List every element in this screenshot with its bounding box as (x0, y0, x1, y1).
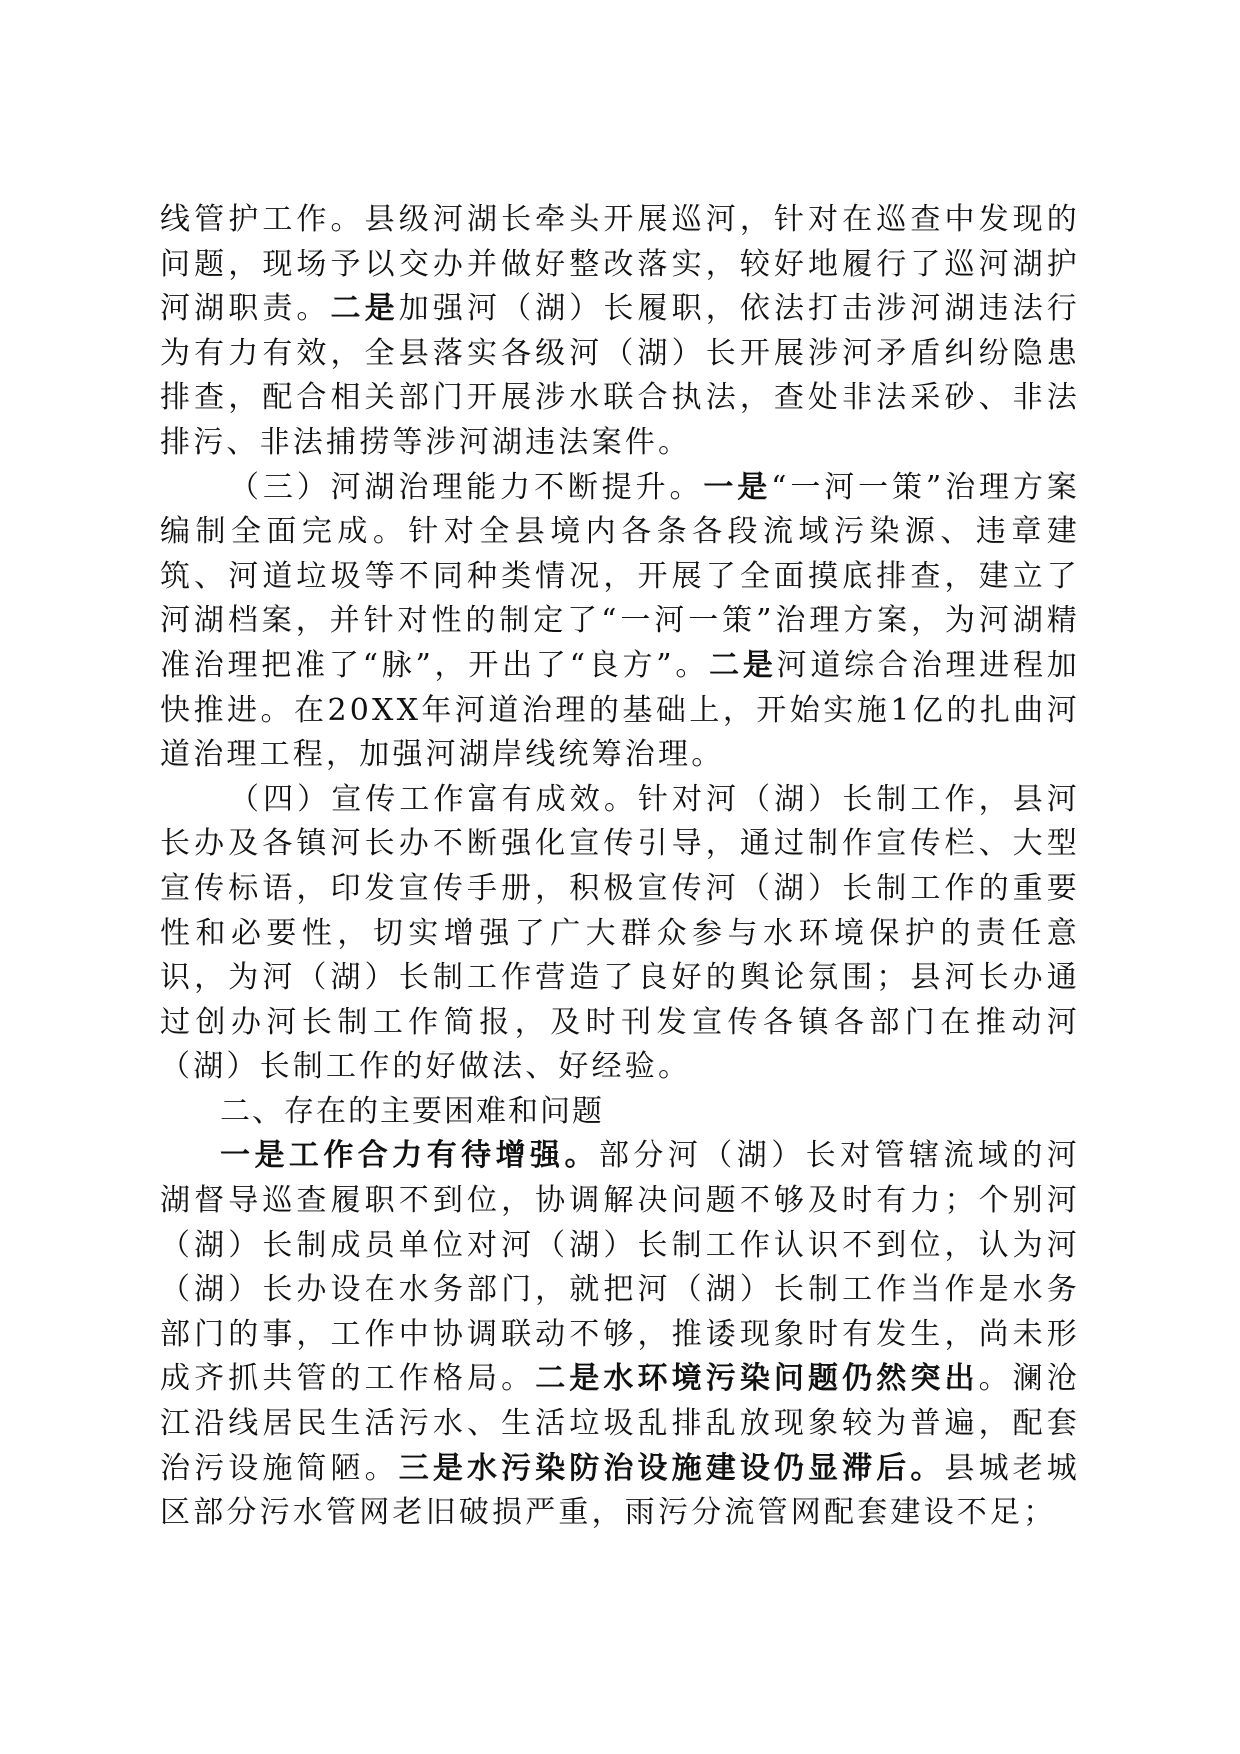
text-run: （四）宣传工作富有成效。针对河（湖）长制工作，县河长办及各镇河长办不断强化宣传引导，通过制作宣传栏、大型宣传标语，印发宣传手册，积极宣传河（湖）长制工作的重要性和必要性，切实增强了广大群众参与水环境保护的责任意识，为河（湖）长制工作营造了良好的舆论氛围；县河长办通过创办河长制工作简报，及时刊发宣传各镇各部门在推动河（湖）长制工作的好做法、好经验。 (160, 781, 1080, 1085)
text-run: 线管护工作。县级河湖长牵头开展巡河，针对在巡查中发现的问题，现场予以交办并做好整改落实，较好地履行了巡河湖护河湖职责。 (160, 202, 1080, 327)
paragraph-3 (160, 778, 1080, 1090)
text-run: 。澜沧江沿线居民生活污水、生活垃圾乱排乱放现象较为普遍，配套治污设施简陋。 (160, 1361, 1080, 1486)
section-heading-2 (160, 1090, 1080, 1135)
bold-text-run: 二是水环境污染问题仍然突出 (535, 1361, 979, 1397)
bold-text-run: 一是工作合力有待增强。 (220, 1138, 599, 1174)
bold-text-run: 二是 (709, 647, 777, 683)
paragraph-5 (160, 1134, 1080, 1535)
text-run: 部分河（湖）长对管辖流域的河湖督导巡查履职不到位，协调解决问题不够及时有力；个别河（湖）长制成员单位对河（湖）长制工作认识不到位，认为河（湖）长办设在水务部门，就把河（湖）长制工作当作是水务部门的事，工作中协调联动不够，推诿现象时有发生，尚未形成齐抓共管的工作格局。 (160, 1138, 1080, 1397)
document-page (160, 198, 1080, 1536)
text-run: 河道综合治理进程加快推进。在20XX年河道治理的基础上，开始实施1亿的扎曲河道治理工程，加强河湖岸线统筹治理。 (160, 647, 1080, 773)
paragraph-2 (160, 466, 1080, 778)
text-run: 加强河（湖）长履职，依法打击涉河湖违法行为有力有效，全县落实各级河（湖）长开展涉河矛盾纠纷隐患排查，配合相关部门开展涉水联合执法，查处非法采砂、非法排污、非法捕捞等涉河湖违法案件。 (160, 291, 1081, 460)
text-run: “一河一策”治理方案编制全面完成。针对全县境内各条各段流域污染源、违章建筑、河道垃圾等不同种类情况，开展了全面摸底排查，建立了河湖档案，并针对性的制定了“一河一策”治理方案，为河湖精准治理把准了“脉”，开出了“良方”。 (160, 469, 1080, 683)
bold-text-run: 三是水污染防治设施建设仍显滞后。 (398, 1450, 945, 1486)
section-heading-3: （三）河湖治理能力不断提升。 (229, 469, 704, 505)
bold-text-run: 一是 (703, 469, 772, 505)
bold-text-run: 二是 (330, 291, 399, 327)
paragraph-1 (160, 198, 1080, 466)
text-run: 县城老城区部分污水管网老旧破损严重，雨污分流管网配套建设不足； (160, 1450, 1080, 1531)
heading-text: 二、存在的主要困难和问题 (220, 1093, 604, 1129)
